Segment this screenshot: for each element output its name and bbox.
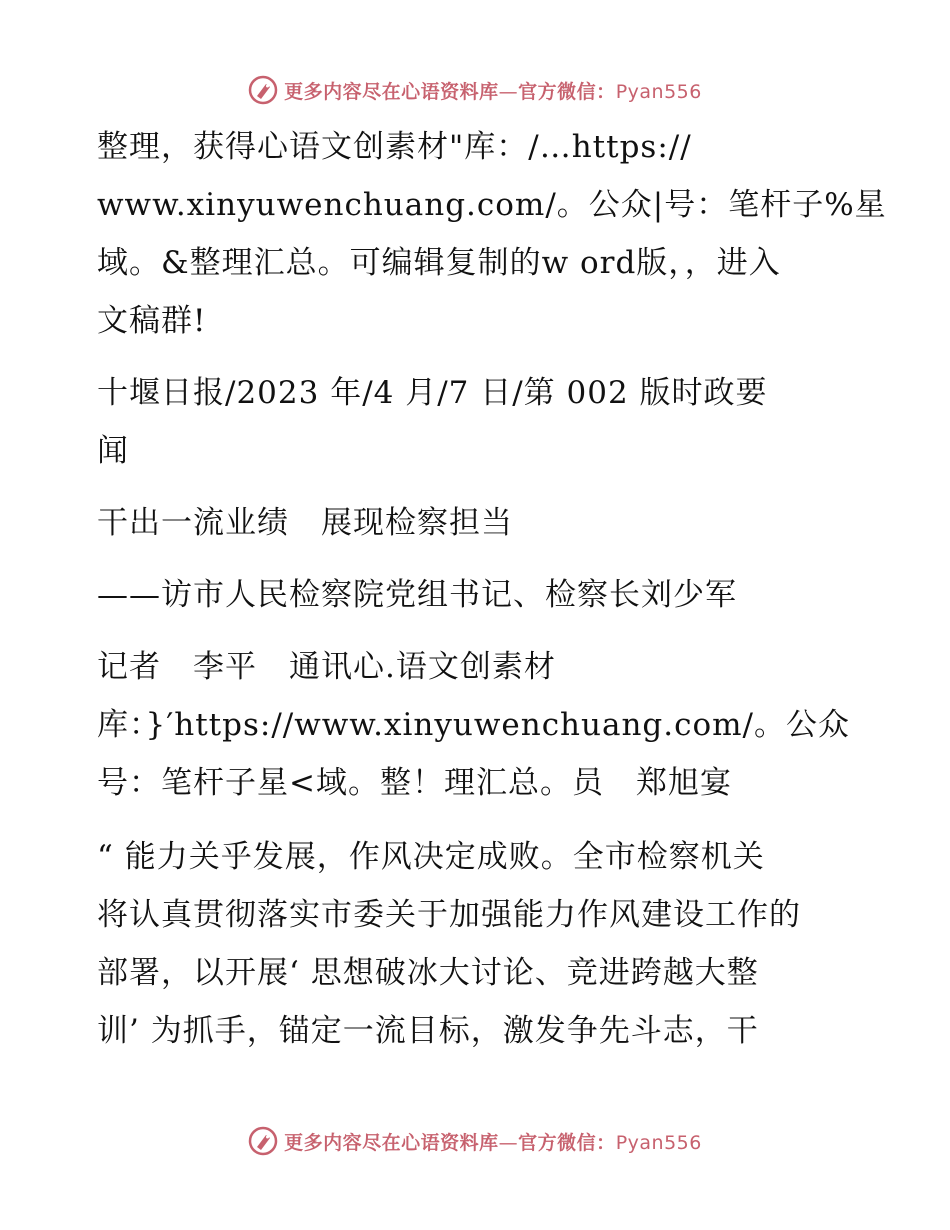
subheadline: ——访市人民检察院党组书记、检察长刘少军 (97, 577, 737, 613)
body-line: 训’ 为抓手，锚定一流目标，激发争先斗志，干 (97, 1013, 759, 1049)
source-paragraph (97, 364, 857, 480)
footer-watermark-banner (0, 1121, 950, 1161)
headline: 干出一流业绩 展现检察担当 (97, 505, 513, 541)
header-watermark-banner (0, 70, 950, 110)
byline-line: 号：笔杆子星<域。整！理汇总。员 郑旭宴 (97, 765, 732, 801)
intro-line: www.xinyuwenchuang.com/。公众|号：笔杆子%星 (97, 187, 887, 223)
watermark-text: 更多内容尽在心语资料库—官方微信：Pyan556 (284, 1131, 702, 1154)
intro-line: 域。&整理汇总。可编辑复制的w ord版，，进入 (97, 245, 781, 281)
intro-line: 整理，获得心语文创素材"库：/…https:// (97, 129, 692, 165)
byline-line: 记者 李平 通讯心.语文创素材 (97, 649, 556, 685)
pen-nib-circle-icon (248, 1126, 278, 1156)
body-line: 部署，以开展‘ 思想破冰大讨论、竞进跨越大整 (97, 955, 759, 991)
document-body (97, 118, 887, 1060)
body-line: 将认真贯彻落实市委关于加强能力作风建设工作的 (97, 897, 801, 933)
pen-nib-circle-icon (248, 75, 278, 105)
watermark-text: 更多内容尽在心语资料库—官方微信：Pyan556 (284, 80, 702, 103)
body-paragraph (97, 828, 857, 1060)
intro-line: 文稿群! (97, 303, 207, 339)
intro-paragraph (97, 118, 887, 350)
source-line: 闻 (97, 433, 129, 469)
source-line: 十堰日报/2023 年/4 月/7 日/第 002 版时政要 (97, 375, 768, 411)
body-line: “ 能力关乎发展，作风决定成败。全市检察机关 (97, 839, 765, 875)
byline-paragraph (97, 638, 857, 812)
byline-line: 库：}′https://www.xinyuwenchuang.com/。公众 (97, 707, 850, 743)
